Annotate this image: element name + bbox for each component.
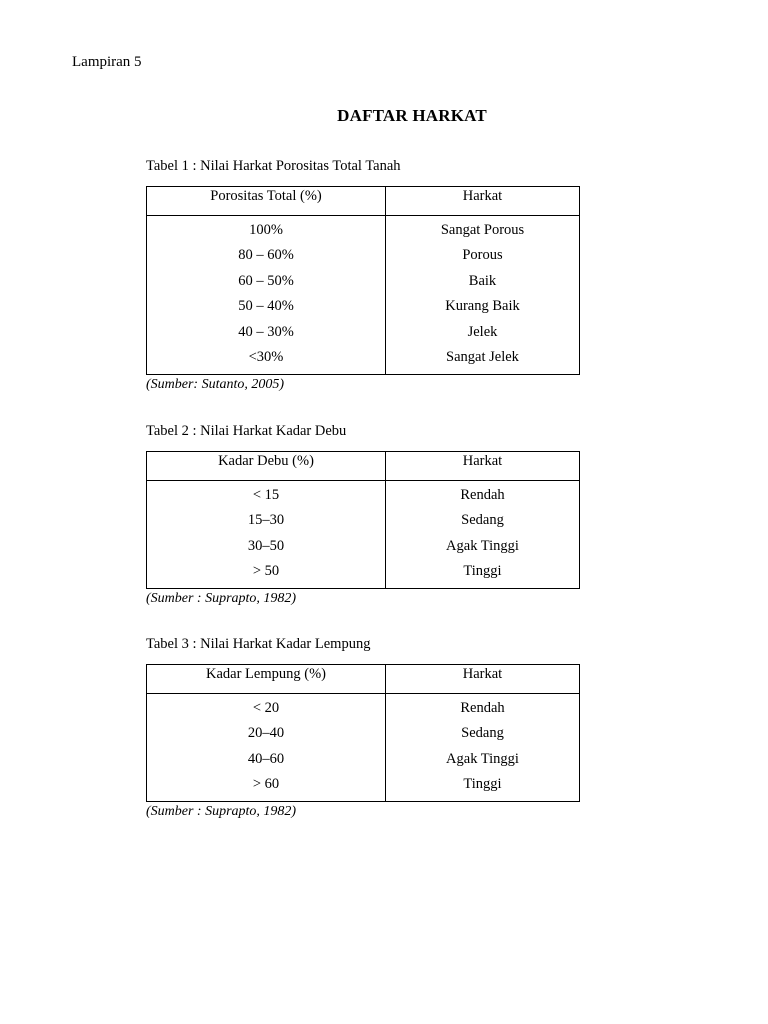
- table-row: [147, 243, 580, 269]
- table-header-row: [147, 665, 580, 694]
- table-cell: 40 – 30%: [147, 319, 386, 345]
- column-header: Harkat: [386, 452, 580, 481]
- table-row: [147, 508, 580, 534]
- table-cell: Jelek: [467, 323, 498, 340]
- table-cell: < 15: [147, 481, 386, 508]
- table-row: [147, 268, 580, 294]
- table-caption: Tabel 1 : Nilai Harkat Porositas Total Tanah: [146, 158, 401, 174]
- table-row: [147, 559, 580, 589]
- table-cell: 15–30: [147, 508, 386, 534]
- table-cell: 60 – 50%: [147, 268, 386, 294]
- table-porositas: [146, 186, 580, 375]
- table-row: [147, 345, 580, 375]
- table-cell: 20–40: [147, 721, 386, 747]
- column-header: Kadar Debu (%): [147, 452, 386, 481]
- table-source: (Sumber : Suprapto, 1982): [146, 804, 297, 819]
- table-row: [147, 746, 580, 772]
- table-cell: Rendah: [460, 486, 505, 503]
- table-lempung: [146, 664, 580, 802]
- table-caption: Tabel 2 : Nilai Harkat Kadar Debu: [146, 423, 347, 439]
- table-cell: Sedang: [461, 725, 504, 742]
- table-cell: Porous: [462, 247, 503, 264]
- table-row: [147, 694, 580, 721]
- table-source: (Sumber : Suprapto, 1982): [146, 591, 297, 606]
- table-row: [147, 216, 580, 243]
- table-row: [147, 721, 580, 747]
- table-cell: 50 – 40%: [147, 294, 386, 320]
- table-cell: Sangat Jelek: [446, 349, 519, 366]
- table-row: [147, 772, 580, 802]
- table-header-row: [147, 187, 580, 216]
- table-cell: Sedang: [461, 512, 504, 529]
- table-row: [147, 294, 580, 320]
- column-header: Porositas Total (%): [147, 187, 386, 216]
- table-cell: Tinggi: [463, 776, 502, 793]
- table-cell: Kurang Baik: [445, 298, 520, 315]
- table-cell: 40–60: [147, 746, 386, 772]
- table-header-row: [147, 452, 580, 481]
- table-block-porositas: [146, 157, 579, 394]
- table-cell: > 60: [147, 772, 386, 802]
- table-cell: < 20: [147, 694, 386, 721]
- table-cell: 100%: [147, 216, 386, 243]
- table-debu: [146, 451, 580, 589]
- table-cell: Rendah: [460, 699, 505, 716]
- column-header: Harkat: [386, 187, 580, 216]
- table-cell: Agak Tinggi: [446, 750, 519, 767]
- document-title: DAFTAR HARKAT: [337, 106, 487, 125]
- table-cell: Sangat Porous: [440, 221, 525, 238]
- table-caption: Tabel 3 : Nilai Harkat Kadar Lempung: [146, 636, 371, 652]
- table-cell: Baik: [468, 272, 497, 289]
- table-row: [147, 319, 580, 345]
- table-cell: 30–50: [147, 533, 386, 559]
- table-block-lempung: [146, 635, 579, 821]
- table-cell: > 50: [147, 559, 386, 589]
- table-source: (Sumber: Sutanto, 2005): [146, 377, 285, 392]
- page-label: Lampiran 5: [72, 54, 142, 70]
- table-cell: Tinggi: [463, 563, 502, 580]
- table-cell: Agak Tinggi: [446, 537, 519, 554]
- table-row: [147, 533, 580, 559]
- table-block-debu: [146, 422, 579, 608]
- column-header: Kadar Lempung (%): [147, 665, 386, 694]
- table-cell: <30%: [147, 345, 386, 375]
- table-row: [147, 481, 580, 508]
- table-cell: 80 – 60%: [147, 243, 386, 269]
- column-header: Harkat: [386, 665, 580, 694]
